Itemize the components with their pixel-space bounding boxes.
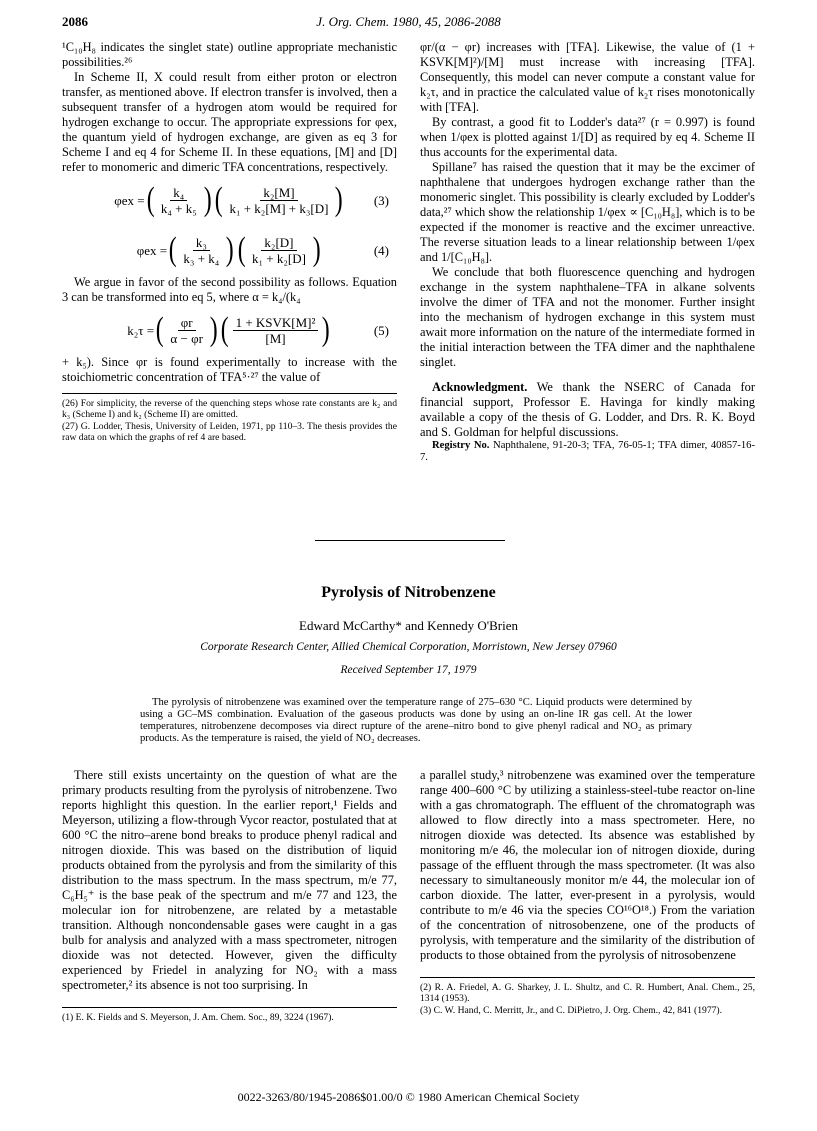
paren-icon: ) <box>322 311 331 348</box>
article-affiliation: Corporate Research Center, Allied Chemical Corporation, Morristown, New Jersey 07960 <box>200 641 617 653</box>
article-received: Received September 17, 1979 <box>340 664 477 676</box>
paragraph: By contrast, a good fit to Lodder's data²⁷ (r = 0.997) is found when 1/φex is plotted against 1/[D] as required by eq 4. Scheme II thus accounts for the experimental data. <box>420 115 755 159</box>
footnote: (26) For simplicity, the reverse of the quenching steps whose rate constants are k₂ and k₃ (Scheme I) and k₂ (Scheme II) are omitted. <box>62 398 397 420</box>
paren-icon: ( <box>168 231 177 268</box>
ack-heading: Acknowledgment. <box>432 380 528 394</box>
fraction: $\frac{\text{k₂[M]}}{\text{k₁ + k₂[M] + k₃[D]}}$ <box>229 184 329 216</box>
paren-icon: ( <box>220 311 229 348</box>
paren-icon: ( <box>146 181 155 218</box>
footnote: (27) G. Lodder, Thesis, University of Leiden, 1971, pp 110–3. The thesis provides the raw data on which the graphs of ref 4 are based. <box>62 421 397 443</box>
paragraph: φr/(α − φr) increases with [TFA]. Likewise, the value of (1 + KSVK[M]²)/[M] must increase with increasing [TFA]. Consequently, this model can never compute a constant value for k₂τ, and in practice the calculated value of k₂τ rises monotonically with [TFA]. <box>420 40 755 114</box>
equation-number: (4) <box>373 242 389 258</box>
page-number: 2086 <box>62 14 88 29</box>
equation-lhs: k₂τ = <box>127 322 155 338</box>
ack-text: We thank the NSERC of Canada for financial support, Professor E. Havinga for kindly making available a copy of the thesis of G. Lodder, and Drs. R. K. Boyd and S. Goldman for helpful discussions. <box>420 380 755 439</box>
footnote: (2) R. A. Friedel, A. G. Sharkey, J. L. Shultz, and C. R. Humbert, Anal. Chem., 25, 1314 (1953). <box>420 982 755 1004</box>
left-column <box>62 40 397 444</box>
paragraph: We conclude that both fluorescence quenching and hydrogen exchange in the system naphthalene–TFA in alkane solvents involve the dimer of TFA and not the monomer. Further insight into the mechanism of hydrogen exchange in this system must await more information on the nature of the intermediate formed in the initial interaction between the TFA dimer and the naphthalene singlet. <box>420 265 755 369</box>
running-head: J. Org. Chem. 1980, 45, 2086-2088 <box>316 14 501 29</box>
article-title: Pyrolysis of Nitrobenzene <box>321 584 496 601</box>
page-footer: 0022-3263/80/1945-2086$01.00/0 © 1980 American Chemical Society <box>237 1090 580 1104</box>
paren-icon: ) <box>226 231 234 268</box>
paragraph: We argue in favor of the second possibility as follows. Equation 3 can be transformed into eq 5, where α = k₄/(k₄ <box>62 275 397 304</box>
footnote: (3) C. W. Hand, C. Merritt, Jr., and C. DiPietro, J. Org. Chem., 42, 841 (1977). <box>420 1005 723 1016</box>
fraction: $\frac{\text{k₄}}{\text{k₄ + k₅}}$ <box>160 184 197 216</box>
right-column <box>420 40 755 464</box>
paragraph: There still exists uncertainty on the question of what are the primary products resulting from the pyrolysis of nitrobenzene. Two reports highlight this question. In the earlier report,¹ Fields and Meyerson, utilizing a flow-through Vycor reactor, postulated that at 600 °C the nitro–arene bond breaks to produce phenyl radical and nitrogen dioxide. This was based on the distribution of liquid products obtained from the pyrolysis and from the similarity of this distribution to the mass spectrum. In the mass spectrum, m/e 77, C₆H₅⁺ is the base peak of the spectrum and m/e 77 and 123, the molecular ion for nitrobenzene, are related by a metastable transition. Although noncondensable gases were caught in a gas bulb for analysis and analyzed with a mass spectrometer, nitrogen dioxide was not detected. However, given the difficulty experienced by Friedel in analyzing for NO₂ with a mass spectrometer,² its absence is not too surprising. In <box>62 768 397 992</box>
footnotes <box>62 393 397 443</box>
paragraph: + k₅). Since φr is found experimentally to increase with the stoichiometric concentration of TFA⁵·²⁷ the value of <box>62 355 397 384</box>
abstract-text: The pyrolysis of nitrobenzene was examined over the temperature range of 275–630 °C. Liquid products were determined by using a GC–MS combination. Evaluation of the gaseous products was done by using an on-line IR gas cell. At the lower temperatures, nitrobenzene decomposes via direct rupture of the arene–nitro bond to give phenyl radical and NO₂ as primary products. As the temperature is raised, the yield of NO₂ decreases. <box>140 697 692 744</box>
acknowledgment <box>420 380 755 440</box>
paren-icon: ) <box>335 181 344 218</box>
footnote: (1) E. K. Fields and S. Meyerson, J. Am. Chem. Soc., 89, 3224 (1967). <box>62 1012 334 1023</box>
registry-heading: Registry No. <box>432 440 490 451</box>
section-divider <box>315 540 505 541</box>
footnotes <box>62 1007 397 1023</box>
abstract <box>140 697 692 745</box>
footnotes <box>420 977 755 1016</box>
paragraph: ¹C₁₀H₈ indicates the singlet state) outline appropriate mechanistic possibilities.²⁶ <box>62 40 397 69</box>
equation-lhs: φex = <box>114 192 145 208</box>
paragraph: Spillane⁷ has raised the question that it may be the excimer of naphthalene that undergoes hydrogen exchange rather than the monomeric singlet. This possibility is clearly excluded by Lodder's data,²⁷ which show the relationship 1/φex ∝ [C₁₀H₈], which is to be expected if the monomer is reactive and the excimer unreactive. The reverse situation leads to a linear relationship between 1/φex and 1/[C₁₀H₈]. <box>420 160 755 264</box>
fraction: $\frac{\text{k₃}}{\text{k₃ + k₄}}$ <box>183 234 220 266</box>
article-authors: Edward McCarthy* and Kennedy O'Brien <box>299 618 518 633</box>
paren-icon: ) <box>312 231 321 268</box>
equation-4 <box>62 225 397 275</box>
paren-icon: ) <box>203 181 212 218</box>
equation-number: (3) <box>373 192 389 208</box>
equation-number: (5) <box>373 322 389 338</box>
paren-icon: ( <box>237 231 246 268</box>
paren-icon: ( <box>155 311 164 348</box>
equation-lhs: φex = <box>136 242 168 258</box>
body-left-column <box>62 768 397 1024</box>
registry <box>420 440 755 464</box>
fraction: $\frac{\text{1 + KSVK[M]²}}{[M]}$ <box>233 315 319 346</box>
paren-icon: ( <box>214 181 223 218</box>
paragraph: In Scheme II, X could result from either proton or electron transfer, as mentioned above. If electron transfer is involved, then a subsequent transfer of a hydrogen atom would be required for hydrogen exchange to occur. The appropriate expressions for φex, the quantum yield of hydrogen exchange, are given as eq 3 for Scheme I and eq 4 for Scheme II. In these equations, [M] and [D] refer to monomeric and dimeric TFA concentrations, respectively. <box>62 70 397 174</box>
registry-text: Naphthalene, 91-20-3; TFA, 76-05-1; TFA dimer, 40857-16-7. <box>420 440 755 463</box>
paren-icon: ) <box>209 311 218 348</box>
fraction: $\frac{\varphi r}{\alpha - \varphi r}$ <box>170 314 203 346</box>
equation-3 <box>62 175 397 225</box>
body-right-column <box>420 768 755 1017</box>
fraction: $\frac{\text{k₂[D]}}{\text{k₁ + k₂[D]}}$ <box>251 234 306 266</box>
paragraph: a parallel study,³ nitrobenzene was examined over the temperature range 400–600 °C by utilizing a stainless-steel-tube reactor on-line with a gas chromatograph. The effluent of the chromatograph was allowed to flow directly into a mass spectrometer. Here, no nitrogen dioxide was detected. Its absence was established by monitoring m/e 46, the molecular ion of nitrogen dioxide, during passage of the effluent through the mass spectrometer. (It was also necessary to simultaneously monitor m/e 44, the molecular ion of carbon dioxide. The latter, ever-present in a pyrolysis, would contribute to m/e 46 via the species CO¹⁶O¹⁸.) From the variation of the concentration of nitrosobenzene, one of the products of pyrolysis, with temperature and the similarity of the distribution of products to those obtained from the pyrolysis of nitrosobenzene <box>420 768 755 962</box>
equation-5 <box>62 305 397 355</box>
